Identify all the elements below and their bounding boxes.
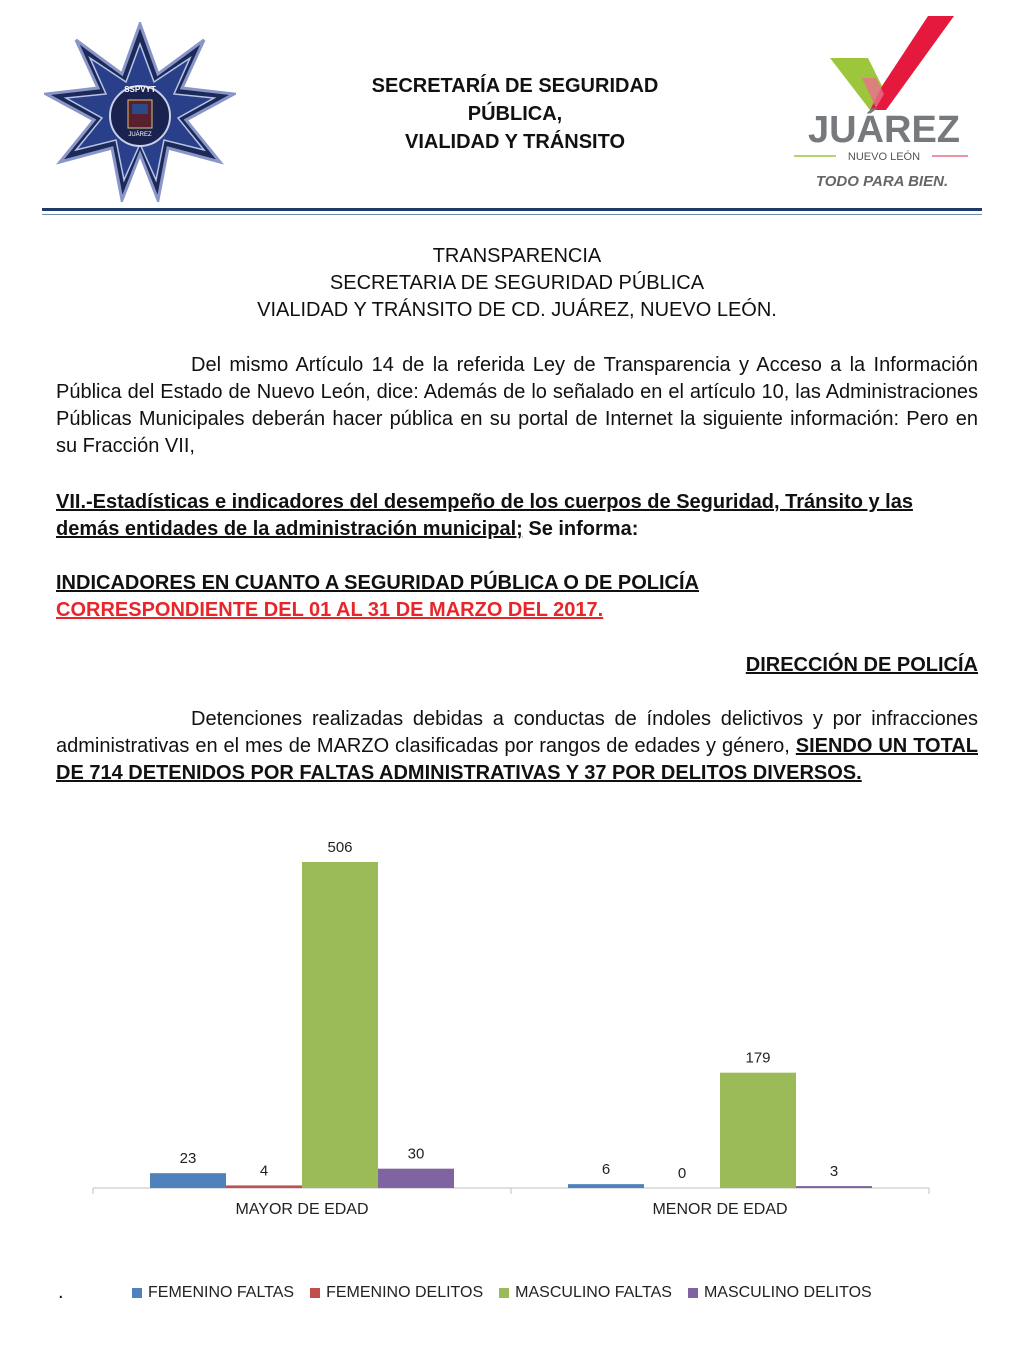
chart-data-label: 23 <box>179 1150 197 1168</box>
article-paragraph-text: Del mismo Artículo 14 de la referida Ley de Transparencia y Acceso a la Información Pública del Estado de Nuevo León, dice: Además de lo señalado en el artículo 10, las Administraciones Públicas Municipales deberán hacer pública en su portal de Internet la siguiente información: Pero en su Fracción VII, <box>56 354 978 457</box>
chart-bar <box>226 1185 302 1188</box>
fraccion-underlined: VII.-Estadísticas e indicadores del desempeño de los cuerpos de Seguridad, Tránsito y las demás entidades de la administración municipal; <box>56 491 913 540</box>
chart-data-label: 3 <box>829 1163 839 1181</box>
chart-bar <box>720 1073 796 1188</box>
legend-label: FEMENINO DELITOS <box>326 1284 484 1301</box>
header-title-line-2: PÚBLICA, <box>467 103 563 125</box>
detentions-bar-chart <box>0 820 1024 1230</box>
detenciones-total: SIENDO UN TOTAL DE 714 DETENIDOS POR FALTAS ADMINISTRATIVAS Y 37 POR DELITOS DIVERSOS. <box>56 735 978 784</box>
chart-category-label: MENOR DE EDAD <box>652 1201 788 1218</box>
badge-top-text: SSPVYT <box>124 85 156 94</box>
detenciones-paragraph <box>56 706 978 787</box>
chart-bar <box>150 1173 226 1188</box>
legend-swatch <box>688 1288 698 1298</box>
chart-data-label: 506 <box>327 839 353 856</box>
header-title-line-3: VIALIDAD Y TRÁNSITO <box>404 131 626 153</box>
logo-sub-text: NUEVO LEÓN <box>847 151 921 163</box>
chart-bar <box>378 1169 454 1188</box>
indicadores-line-1: INDICADORES EN CUANTO A SEGURIDAD PÚBLICA O DE POLICÍA <box>56 572 699 594</box>
header-divider <box>42 208 982 211</box>
juarez-logo <box>786 14 982 194</box>
chart-data-label: 0 <box>677 1165 687 1182</box>
chart-category-label: MAYOR DE EDAD <box>235 1201 369 1218</box>
chart-data-label: 179 <box>745 1049 771 1067</box>
header-title <box>300 72 730 156</box>
chart-bar <box>568 1184 644 1188</box>
legend-item <box>310 1284 483 1302</box>
chart-bar <box>796 1186 872 1188</box>
legend-label: FEMENINO FALTAS <box>148 1284 295 1301</box>
intro-line-2: SECRETARIA DE SEGURIDAD PÚBLICA <box>329 272 705 294</box>
direccion-heading: DIRECCIÓN DE POLICÍA <box>745 654 978 676</box>
indicadores-line-2: CORRESPONDIENTE DEL 01 AL 31 DE MARZO DEL 2017. <box>56 599 604 621</box>
header-title-line-1: SECRETARÍA DE SEGURIDAD <box>371 75 659 97</box>
intro-heading <box>56 243 978 324</box>
chart-data-label: 30 <box>407 1145 425 1163</box>
chart-data-label: 4 <box>259 1162 269 1180</box>
chart-legend <box>132 1284 872 1302</box>
legend-swatch <box>310 1288 320 1298</box>
header-divider-thin <box>42 214 982 215</box>
fraccion-paragraph <box>56 489 978 543</box>
legend-label: MASCULINO FALTAS <box>515 1284 672 1301</box>
indicadores-heading <box>56 570 978 624</box>
logo-brand-text: JUÁREZ <box>807 109 961 151</box>
legend-item <box>688 1284 872 1302</box>
legend-label: MASCULINO DELITOS <box>703 1284 872 1301</box>
police-badge-logo <box>44 22 236 202</box>
chart-data-label: 6 <box>601 1161 611 1179</box>
intro-line-1: TRANSPARENCIA <box>432 245 602 267</box>
detenciones-text: Detenciones realizadas debidas a conductas de índoles delictivos y por infracciones administrativas en el mes de MARZO clasificadas por rangos de edades y género, <box>56 708 978 757</box>
logo-slogan-text: TODO PARA BIEN. <box>815 173 949 190</box>
footer-dot: . <box>58 1281 64 1303</box>
intro-line-3: VIALIDAD Y TRÁNSITO DE CD. JUÁREZ, NUEVO LEÓN. <box>257 299 777 321</box>
article-paragraph <box>56 352 978 460</box>
badge-bottom-text: JUÁREZ <box>128 132 152 138</box>
legend-swatch <box>499 1288 509 1298</box>
legend-item <box>499 1284 672 1302</box>
juarez-check-icon <box>786 14 982 194</box>
legend-swatch <box>132 1288 142 1298</box>
fraccion-rest: Se informa: <box>522 518 639 540</box>
chart-bar <box>302 862 378 1188</box>
legend-item <box>132 1284 294 1302</box>
